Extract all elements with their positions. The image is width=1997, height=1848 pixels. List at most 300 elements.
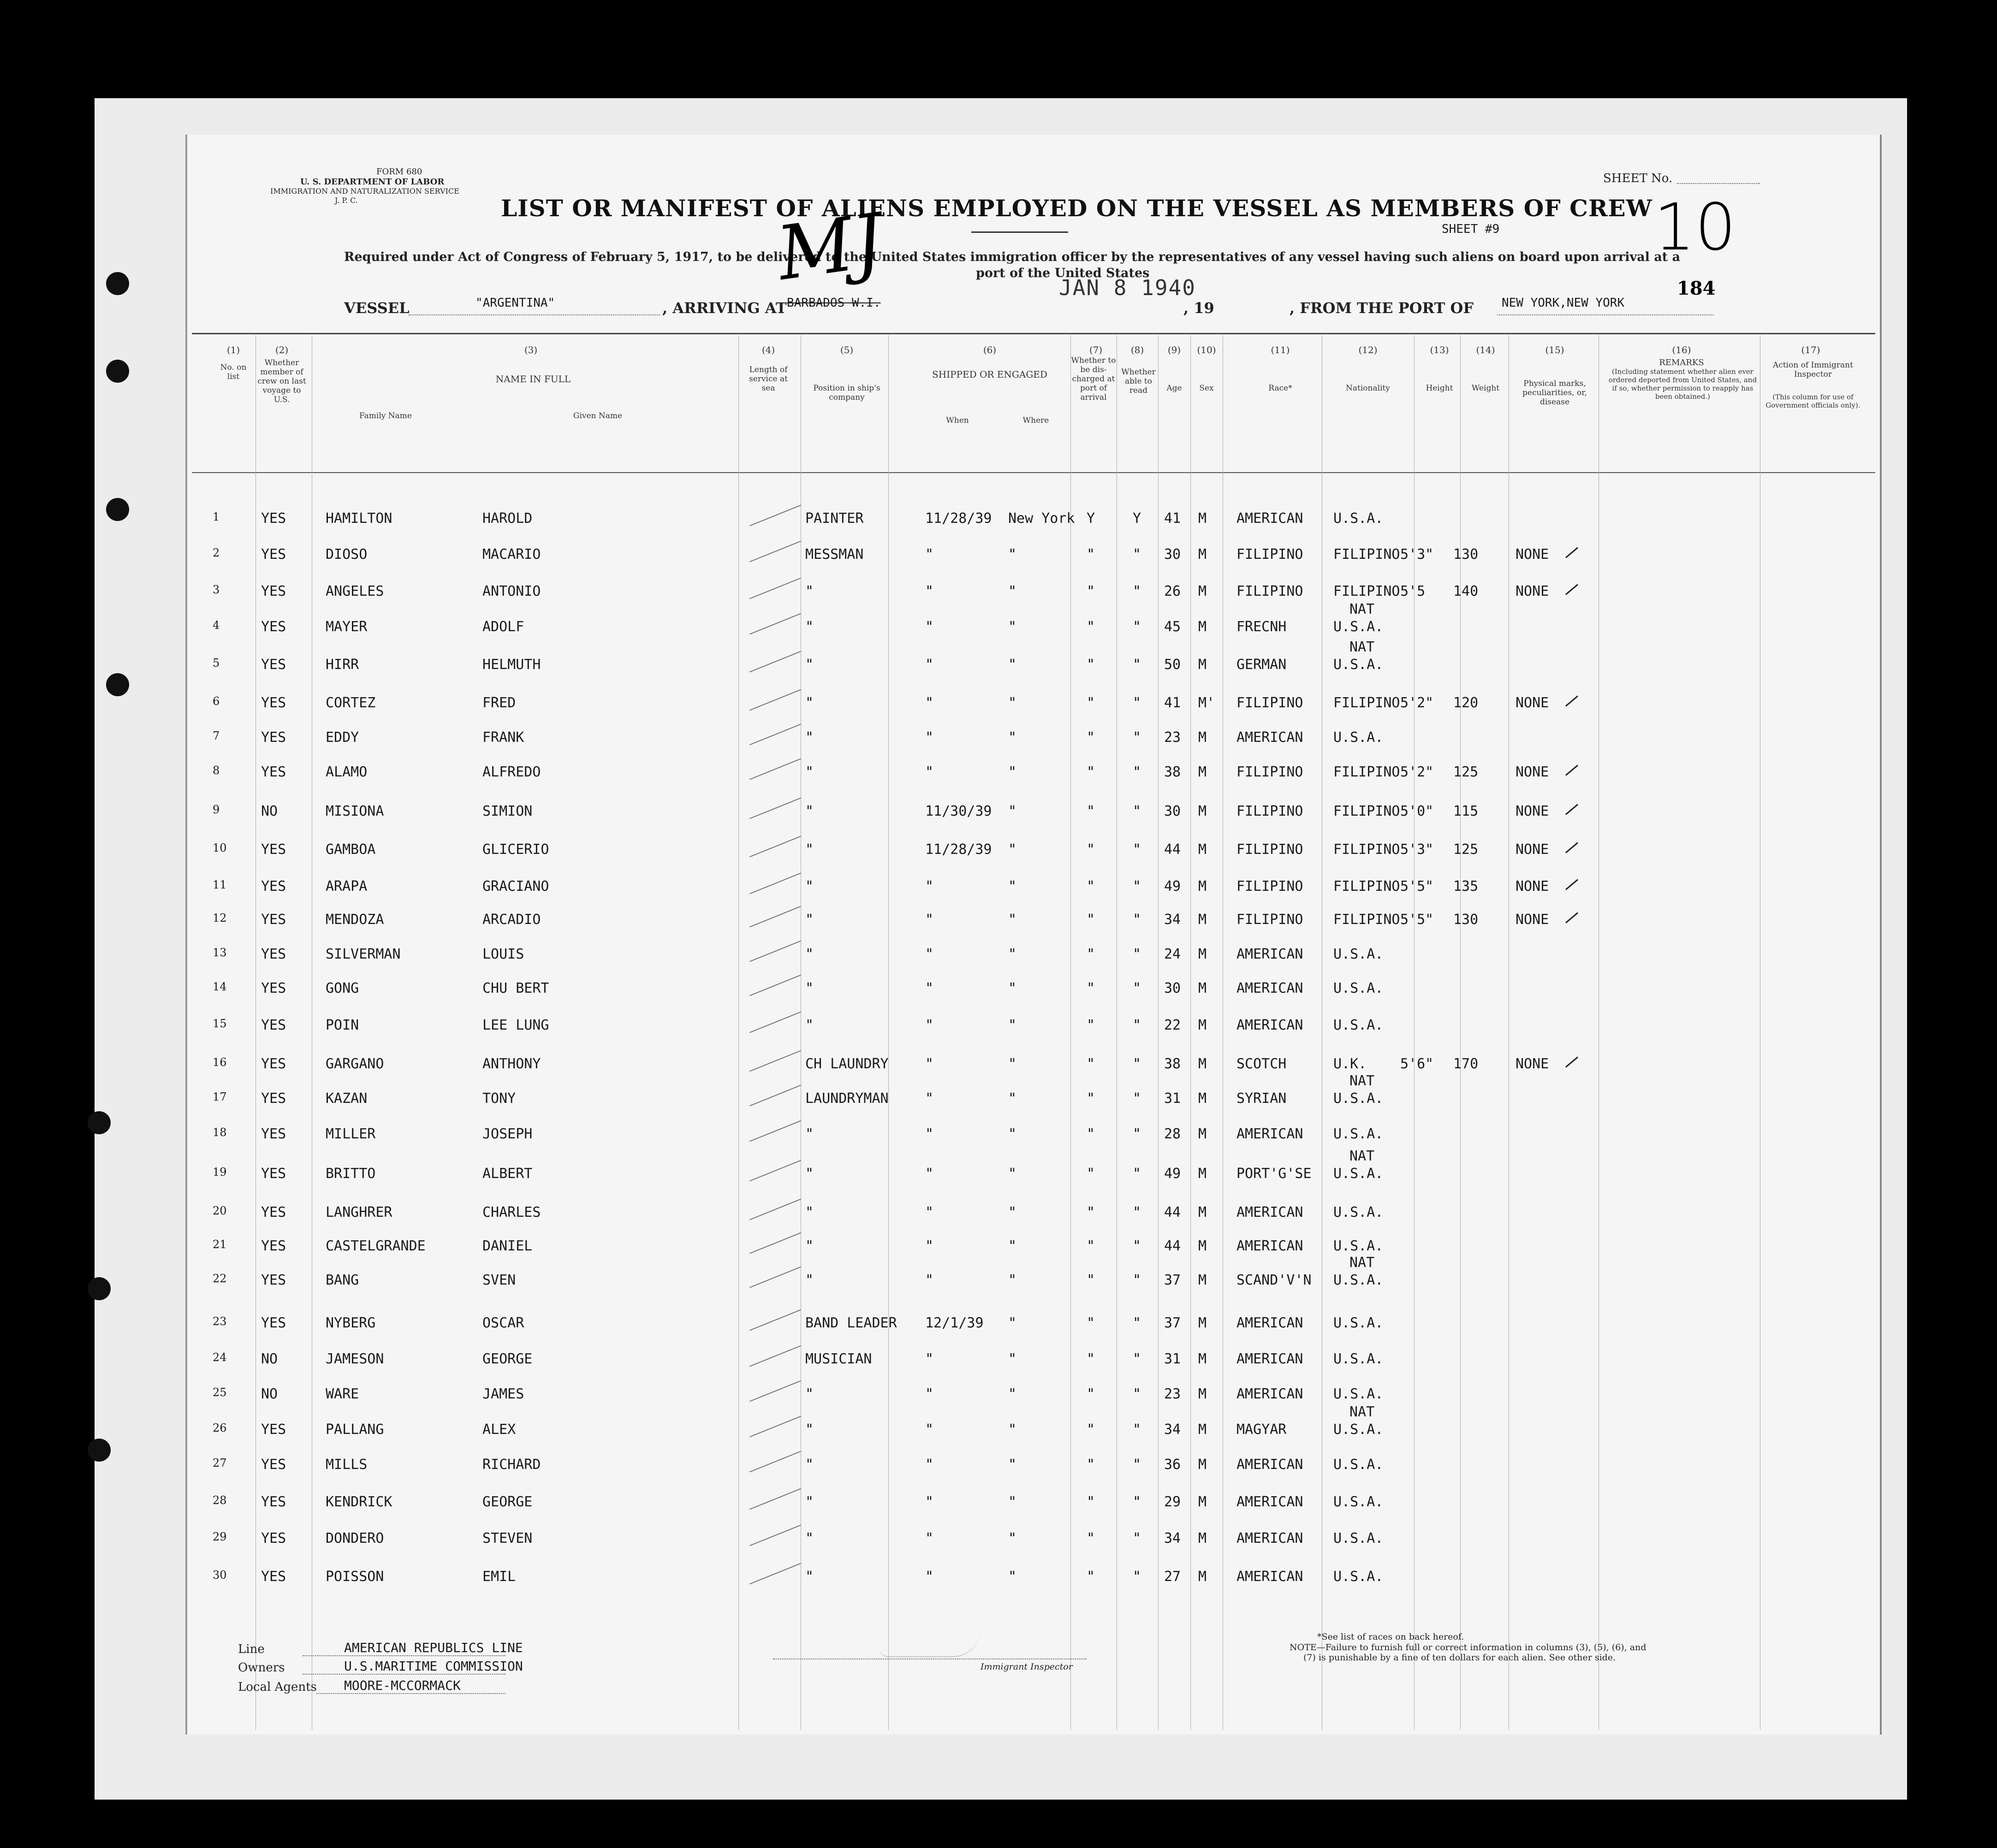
- row-number: 7: [213, 729, 220, 742]
- race-cell: AMERICAN: [1236, 1569, 1303, 1585]
- shipped-when-cell: 12/1/39: [925, 1315, 984, 1331]
- age-cell: 34: [1164, 1530, 1181, 1546]
- col-sex: Sex: [1199, 384, 1214, 393]
- age-cell: 27: [1164, 1569, 1181, 1585]
- read-cell: ": [1133, 764, 1141, 780]
- family-name-cell: HAMILTON: [326, 510, 392, 527]
- family-name-cell: POISSON: [326, 1569, 384, 1585]
- race-cell: AMERICAN: [1236, 1204, 1303, 1220]
- sex-cell: M: [1198, 1090, 1207, 1107]
- service-slash-mark: [749, 941, 801, 962]
- nationality-cell: U.S.A.: [1333, 1238, 1384, 1254]
- sex-cell: M: [1198, 1457, 1207, 1473]
- nationality-cell: FILIPINO: [1333, 695, 1400, 711]
- age-cell: 44: [1164, 1238, 1181, 1254]
- last-voyage-cell: NO: [261, 1351, 278, 1367]
- discharged-cell: ": [1087, 1166, 1095, 1182]
- last-voyage-cell: YES: [261, 729, 286, 746]
- col-inspector-action: Action of Immigrant Inspector: [1773, 361, 1853, 379]
- row-number: 15: [213, 1017, 227, 1030]
- note-races: *See list of races on back hereof.: [1317, 1632, 1464, 1642]
- row-number: 8: [213, 764, 220, 777]
- col-inspector-note: (This column for use of Government officials only).: [1765, 393, 1860, 409]
- service-slash-mark: [749, 505, 801, 527]
- position-cell: ": [805, 729, 814, 746]
- discharged-cell: ": [1087, 912, 1095, 928]
- last-voyage-cell: YES: [261, 1457, 286, 1473]
- discharged-cell: ": [1087, 803, 1095, 819]
- from-label: , FROM THE PORT OF: [1290, 299, 1474, 317]
- nationality-cell: U.S.A.: [1333, 980, 1384, 996]
- age-cell: 28: [1164, 1126, 1181, 1142]
- shipped-when-cell: 11/30/39: [925, 803, 992, 819]
- discharged-cell: ": [1087, 1569, 1095, 1585]
- weight-cell: 130: [1453, 546, 1479, 563]
- given-name-cell: CHU BERT: [482, 980, 549, 996]
- given-name-cell: CHARLES: [482, 1204, 541, 1220]
- form-number: FORM 680: [376, 167, 422, 177]
- read-cell: ": [1133, 1530, 1141, 1546]
- last-voyage-cell: YES: [261, 619, 286, 635]
- position-cell: PAINTER: [805, 510, 864, 527]
- given-name-cell: HAROLD: [482, 510, 533, 527]
- position-cell: MUSICIAN: [805, 1351, 872, 1367]
- row-number: 22: [213, 1272, 227, 1285]
- col-when: When: [946, 416, 969, 425]
- nationality-cell: U.S.A.: [1333, 1272, 1384, 1288]
- shipped-when-cell: ": [925, 1569, 934, 1585]
- marks-cell: NONE: [1516, 803, 1549, 819]
- service-slash-mark: [749, 1120, 801, 1142]
- last-voyage-cell: YES: [261, 1056, 286, 1072]
- row-number: 3: [213, 583, 220, 596]
- discharged-cell: ": [1087, 841, 1095, 858]
- check-mark: [1565, 912, 1578, 923]
- given-name-cell: ALBERT: [482, 1166, 533, 1182]
- col-num-8: (8): [1130, 344, 1144, 355]
- owners-label: Owners: [238, 1661, 285, 1675]
- last-voyage-cell: YES: [261, 510, 286, 527]
- discharged-cell: ": [1087, 1017, 1095, 1033]
- last-voyage-cell: NO: [261, 1386, 278, 1402]
- age-cell: 26: [1164, 583, 1181, 599]
- race-cell: AMERICAN: [1236, 1238, 1303, 1254]
- year-label: , 19: [1183, 299, 1214, 317]
- sex-cell: M: [1198, 1530, 1207, 1546]
- row-number: 13: [213, 946, 227, 959]
- row-number: 4: [213, 619, 220, 632]
- position-cell: ": [805, 841, 814, 858]
- sex-cell: M: [1198, 1569, 1207, 1585]
- shipped-when-cell: ": [925, 1238, 934, 1254]
- race-cell: AMERICAN: [1236, 1457, 1303, 1473]
- height-cell: 5'2": [1400, 764, 1434, 780]
- race-cell: AMERICAN: [1236, 729, 1303, 746]
- col-height: Height: [1426, 384, 1453, 393]
- shipped-when-cell: ": [925, 619, 934, 635]
- sex-cell: M: [1198, 1204, 1207, 1220]
- given-name-cell: ANTONIO: [482, 583, 541, 599]
- shipped-where-cell: ": [1008, 1166, 1017, 1182]
- race-cell: PORT'G'SE: [1236, 1166, 1312, 1182]
- weight-cell: 170: [1453, 1056, 1479, 1072]
- last-voyage-cell: YES: [261, 546, 286, 563]
- service-slash-mark: [749, 1085, 801, 1107]
- shipped-where-cell: ": [1008, 1204, 1017, 1220]
- given-name-cell: HELMUTH: [482, 657, 541, 673]
- service-slash-mark: [749, 651, 801, 673]
- discharged-cell: ": [1087, 764, 1095, 780]
- row-number: 16: [213, 1056, 227, 1069]
- col-num-6: (6): [983, 344, 997, 355]
- read-cell: ": [1133, 1090, 1141, 1107]
- sex-cell: M: [1198, 946, 1207, 962]
- given-name-cell: JOSEPH: [482, 1126, 533, 1142]
- shipped-when-cell: ": [925, 1386, 934, 1402]
- race-cell: AMERICAN: [1236, 946, 1303, 962]
- shipped-when-cell: 11/28/39: [925, 841, 992, 858]
- shipped-when-cell: ": [925, 1017, 934, 1033]
- shipped-where-cell: ": [1008, 1126, 1017, 1142]
- nationality-cell: U.S.A.: [1333, 1126, 1384, 1142]
- agents-label: Local Agents: [238, 1680, 317, 1694]
- read-cell: ": [1133, 1017, 1141, 1033]
- age-cell: 29: [1164, 1494, 1181, 1510]
- col-nationality: Nationality: [1346, 384, 1390, 393]
- nationality-cell: U.S.A.: [1333, 1386, 1384, 1402]
- given-name-cell: SVEN: [482, 1272, 516, 1288]
- sheet-label: SHEET No.: [1603, 172, 1673, 185]
- given-name-cell: SIMION: [482, 803, 533, 819]
- age-cell: 45: [1164, 619, 1181, 635]
- owners-rule: [303, 1674, 505, 1675]
- col-num-11: (11): [1271, 344, 1290, 355]
- given-name-cell: LEE LUNG: [482, 1017, 549, 1033]
- weight-cell: 130: [1453, 912, 1479, 928]
- sex-cell: M: [1198, 1494, 1207, 1510]
- shipped-when-cell: ": [925, 657, 934, 673]
- last-voyage-cell: YES: [261, 1166, 286, 1182]
- service-slash-mark: [749, 724, 801, 746]
- sex-cell: M: [1198, 657, 1207, 673]
- row-number: 29: [213, 1530, 227, 1543]
- race-cell: FILIPINO: [1236, 695, 1303, 711]
- col-family-name: Family Name: [359, 411, 412, 421]
- col-divider: [1190, 335, 1191, 1730]
- row-number: 14: [213, 980, 227, 993]
- family-name-cell: KENDRICK: [326, 1494, 392, 1510]
- col-name-in-full: NAME IN FULL: [495, 373, 571, 385]
- sex-cell: M: [1198, 619, 1207, 635]
- last-voyage-cell: YES: [261, 1204, 286, 1220]
- age-cell: 37: [1164, 1315, 1181, 1331]
- binder-hole: [88, 1111, 111, 1134]
- shipped-where-cell: ": [1008, 1457, 1017, 1473]
- family-name-cell: ALAMO: [326, 764, 368, 780]
- shipped-when-cell: ": [925, 1126, 934, 1142]
- table-header-rule: [192, 472, 1875, 473]
- nationality-cell: U.S.A.: [1333, 1315, 1384, 1331]
- position-cell: ": [805, 1126, 814, 1142]
- shipped-where-cell: ": [1008, 764, 1017, 780]
- age-cell: 24: [1164, 946, 1181, 962]
- discharged-cell: ": [1087, 1315, 1095, 1331]
- last-voyage-cell: YES: [261, 1126, 286, 1142]
- col-num-16: (16): [1672, 344, 1691, 355]
- shipped-where-cell: ": [1008, 878, 1017, 894]
- shipped-where-cell: ": [1008, 1272, 1017, 1288]
- from-line: [1497, 314, 1714, 315]
- discharged-cell: ": [1087, 695, 1095, 711]
- family-name-cell: GAMBOA: [326, 841, 376, 858]
- read-cell: ": [1133, 1422, 1141, 1438]
- last-voyage-cell: YES: [261, 695, 286, 711]
- given-name-cell: ARCADIO: [482, 912, 541, 928]
- binder-hole: [106, 673, 129, 696]
- sex-cell: M: [1198, 583, 1207, 599]
- nationality-cell: U.S.A.: [1333, 729, 1384, 746]
- row-number: 24: [213, 1351, 227, 1364]
- shipped-where-cell: ": [1008, 1017, 1017, 1033]
- sex-cell: M: [1198, 1166, 1207, 1182]
- sex-cell: M': [1198, 695, 1215, 711]
- last-voyage-cell: YES: [261, 1090, 286, 1107]
- page-number: 184: [1677, 278, 1716, 299]
- race-cell: FILIPINO: [1236, 878, 1303, 894]
- col-num-10: (10): [1197, 344, 1216, 355]
- check-mark: [1565, 804, 1578, 815]
- service-slash-mark: [749, 1380, 801, 1402]
- service-slash-mark: [749, 906, 801, 928]
- service-slash-mark: [749, 1050, 801, 1072]
- col-num-14: (14): [1476, 344, 1495, 355]
- position-cell: ": [805, 1017, 814, 1033]
- discharged-cell: ": [1087, 1272, 1095, 1288]
- position-cell: ": [805, 1238, 814, 1254]
- shipped-where-cell: ": [1008, 657, 1017, 673]
- given-name-cell: GRACIANO: [482, 878, 549, 894]
- last-voyage-cell: YES: [261, 764, 286, 780]
- shipped-when-cell: 11/28/39: [925, 510, 992, 527]
- binder-hole: [106, 272, 129, 295]
- weight-cell: 120: [1453, 695, 1479, 711]
- check-mark: [1565, 695, 1578, 706]
- col-able-to-read: Whether able to read: [1121, 367, 1156, 395]
- read-cell: ": [1133, 1494, 1141, 1510]
- shipped-where-cell: ": [1008, 619, 1017, 635]
- nationality-cell: FILIPINO: [1333, 912, 1400, 928]
- col-given-name: Given Name: [573, 411, 623, 421]
- read-cell: ": [1133, 912, 1141, 928]
- age-cell: 38: [1164, 764, 1181, 780]
- last-voyage-cell: YES: [261, 1238, 286, 1254]
- nationality-cell: U.S.A.: [1333, 946, 1384, 962]
- age-cell: 44: [1164, 841, 1181, 858]
- required-line-1: Required under Act of Congress of February 5, 1917, to be delivered to the United States immigration officer by the representatives of any vessel having such aliens on board upon arrival at a: [344, 250, 1681, 264]
- row-number: 17: [213, 1090, 227, 1103]
- sex-cell: M: [1198, 1056, 1207, 1072]
- service-slash-mark: [749, 1451, 801, 1473]
- family-name-cell: MILLER: [326, 1126, 376, 1142]
- position-cell: MESSMAN: [805, 546, 864, 563]
- race-cell: AMERICAN: [1236, 1017, 1303, 1033]
- shipped-when-cell: ": [925, 695, 934, 711]
- shipped-where-cell: ": [1008, 980, 1017, 996]
- read-cell: ": [1133, 1569, 1141, 1585]
- read-cell: ": [1133, 946, 1141, 962]
- weight-cell: 125: [1453, 841, 1479, 858]
- family-name-cell: BANG: [326, 1272, 359, 1288]
- family-name-cell: MENDOZA: [326, 912, 384, 928]
- shipped-where-cell: ": [1008, 1569, 1017, 1585]
- shipped-where-cell: ": [1008, 1056, 1017, 1072]
- col-num-15: (15): [1545, 344, 1564, 355]
- page-title: LIST OR MANIFEST OF ALIENS EMPLOYED ON THE VESSEL AS MEMBERS OF CREW: [501, 195, 1652, 222]
- agents-rule: [316, 1693, 505, 1694]
- given-name-cell: OSCAR: [482, 1315, 524, 1331]
- family-name-cell: LANGHRER: [326, 1204, 392, 1220]
- discharged-cell: ": [1087, 1530, 1095, 1546]
- shipped-when-cell: ": [925, 1530, 934, 1546]
- col-shipped-engaged: SHIPPED OR ENGAGED: [932, 369, 1047, 380]
- shipped-where-cell: ": [1008, 803, 1017, 819]
- position-cell: ": [805, 1569, 814, 1585]
- sex-cell: M: [1198, 1238, 1207, 1254]
- given-name-cell: GEORGE: [482, 1494, 533, 1510]
- manifest-form: [185, 135, 1882, 1735]
- nationality-cell: U.S.A.: [1333, 1017, 1384, 1033]
- last-voyage-cell: YES: [261, 1315, 286, 1331]
- sex-cell: M: [1198, 510, 1207, 527]
- nationality-cell: U.S.A.: [1333, 1422, 1384, 1438]
- shipped-where-cell: ": [1008, 912, 1017, 928]
- weight-cell: 140: [1453, 583, 1479, 599]
- col-num-7: (7): [1089, 344, 1103, 355]
- col-discharged: Whether to be dis-charged at port of arrival: [1071, 356, 1116, 402]
- age-cell: 30: [1164, 546, 1181, 563]
- row-number: 28: [213, 1494, 227, 1507]
- read-cell: ": [1133, 1126, 1141, 1142]
- age-cell: 44: [1164, 1204, 1181, 1220]
- agents-value: MOORE-MCCORMACK: [344, 1678, 461, 1693]
- discharged-cell: ": [1087, 1204, 1095, 1220]
- given-name-cell: LOUIS: [482, 946, 524, 962]
- family-name-cell: KAZAN: [326, 1090, 368, 1107]
- shipped-when-cell: ": [925, 946, 934, 962]
- shipped-when-cell: ": [925, 583, 934, 599]
- shipped-where-cell: ": [1008, 1315, 1017, 1331]
- race-cell: FILIPINO: [1236, 546, 1303, 563]
- check-mark: [1565, 1056, 1578, 1067]
- shipped-when-cell: ": [925, 546, 934, 563]
- height-cell: 5'3": [1400, 841, 1434, 858]
- shipped-when-cell: ": [925, 764, 934, 780]
- service-slash-mark: [749, 1160, 801, 1182]
- nationality-cell: FILIPINO: [1333, 803, 1400, 819]
- discharged-cell: ": [1087, 1422, 1095, 1438]
- discharged-cell: ": [1087, 1494, 1095, 1510]
- age-cell: 41: [1164, 695, 1181, 711]
- last-voyage-cell: YES: [261, 912, 286, 928]
- race-cell: AMERICAN: [1236, 510, 1303, 527]
- given-name-cell: GLICERIO: [482, 841, 549, 858]
- service-slash-mark: [749, 873, 801, 894]
- service-slash-mark: [749, 798, 801, 819]
- read-cell: ": [1133, 980, 1141, 996]
- row-number: 9: [213, 803, 220, 816]
- service-slash-mark: [749, 578, 801, 599]
- position-cell: ": [805, 1530, 814, 1546]
- col-where: Where: [1022, 416, 1049, 425]
- discharged-cell: ": [1087, 729, 1095, 746]
- sex-cell: M: [1198, 546, 1207, 563]
- position-cell: BAND LEADER: [805, 1315, 897, 1331]
- height-cell: 5'5: [1400, 583, 1426, 599]
- row-number: 30: [213, 1569, 227, 1581]
- service-slash-mark: [749, 758, 801, 780]
- col-physical-marks: Physical marks, peculiarities, or, disease: [1522, 379, 1587, 407]
- service-slash-mark: [749, 689, 801, 711]
- row-number: 21: [213, 1238, 227, 1251]
- discharged-cell: ": [1087, 1056, 1095, 1072]
- shipped-when-cell: ": [925, 912, 934, 928]
- note-line-1: NOTE—Failure to furnish full or correct information in columns (3), (5), (6), and: [1290, 1642, 1646, 1653]
- binder-hole: [106, 360, 129, 383]
- position-cell: ": [805, 1204, 814, 1220]
- read-cell: ": [1133, 695, 1141, 711]
- shipped-where-cell: ": [1008, 583, 1017, 599]
- vessel-line: [409, 314, 660, 315]
- col-num-9: (9): [1167, 344, 1181, 355]
- row-number: 12: [213, 912, 227, 924]
- service-slash-mark: [749, 1267, 801, 1288]
- family-name-cell: POIN: [326, 1017, 359, 1033]
- owners-value: U.S.MARITIME COMMISSION: [344, 1658, 523, 1674]
- read-cell: ": [1133, 657, 1141, 673]
- position-cell: CH LAUNDRY: [805, 1056, 889, 1072]
- race-cell: AMERICAN: [1236, 1494, 1303, 1510]
- sex-cell: M: [1198, 803, 1207, 819]
- nationality-cell: FILIPINO: [1333, 878, 1400, 894]
- discharged-cell: ": [1087, 878, 1095, 894]
- sex-cell: M: [1198, 1126, 1207, 1142]
- col-divider: [888, 335, 889, 1730]
- given-name-cell: TONY: [482, 1090, 516, 1107]
- shipped-when-cell: ": [925, 1056, 934, 1072]
- age-cell: 34: [1164, 912, 1181, 928]
- last-voyage-cell: YES: [261, 980, 286, 996]
- nationality-cell: U.S.A.: [1333, 1569, 1384, 1585]
- read-cell: ": [1133, 1204, 1141, 1220]
- family-name-cell: CORTEZ: [326, 695, 376, 711]
- read-cell: ": [1133, 1238, 1141, 1254]
- last-voyage-cell: YES: [261, 1530, 286, 1546]
- last-voyage-cell: YES: [261, 841, 286, 858]
- last-voyage-cell: NO: [261, 803, 278, 819]
- row-number: 23: [213, 1315, 227, 1328]
- position-cell: ": [805, 878, 814, 894]
- read-cell: ": [1133, 583, 1141, 599]
- col-divider: [1414, 335, 1415, 1730]
- marks-cell: NONE: [1516, 764, 1549, 780]
- discharged-cell: ": [1087, 583, 1095, 599]
- row-number: 27: [213, 1457, 227, 1469]
- shipped-where-cell: ": [1008, 841, 1017, 858]
- given-name-cell: GEORGE: [482, 1351, 533, 1367]
- age-cell: 49: [1164, 878, 1181, 894]
- family-name-cell: WARE: [326, 1386, 359, 1402]
- service-slash-mark: [749, 541, 801, 563]
